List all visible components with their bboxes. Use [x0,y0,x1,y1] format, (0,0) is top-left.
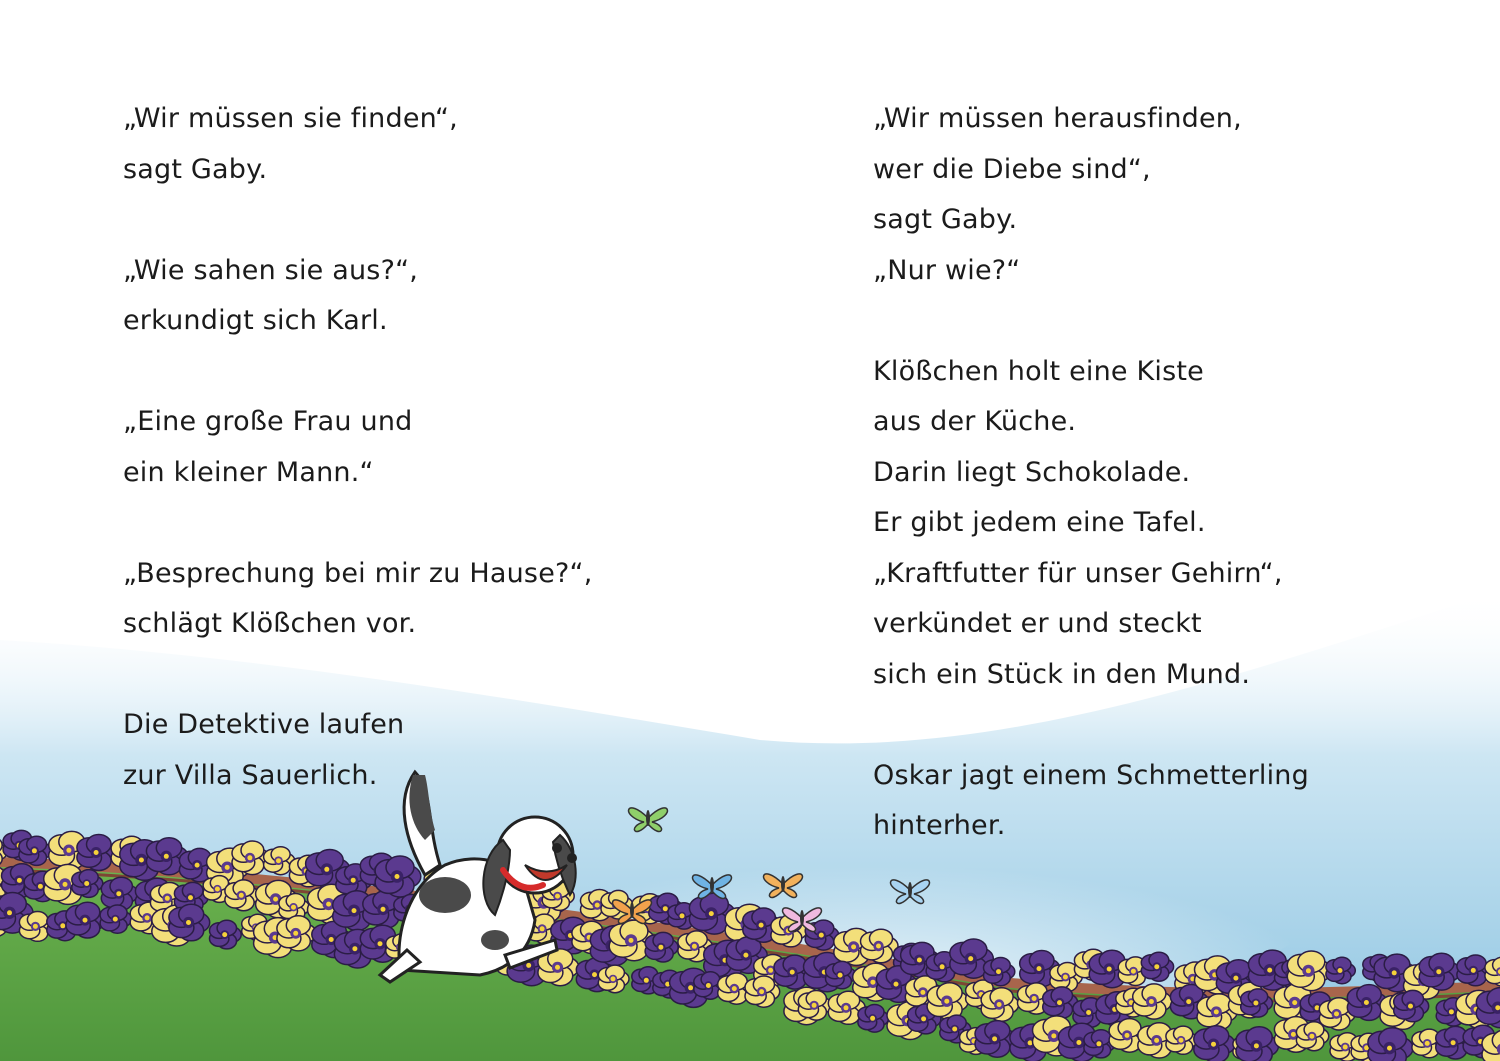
text-line: „Wir müssen herausfinden, [873,103,1242,134]
text-line: Oskar jagt einem Schmetterling [873,759,1309,791]
dog-nose [567,853,577,863]
text-line: „Wir müssen sie finden“, [123,103,458,134]
text-line: „Nur wie?“ [873,254,1021,286]
text-line: aus der Küche. [873,406,1077,437]
text-line [873,296,1309,347]
text-line: „Kraftfutter für unser Gehirn“, [873,557,1283,589]
text-line: sagt Gaby. [873,204,1018,235]
text-line: schlägt Klößchen vor. [123,608,417,639]
text-line [873,700,1309,751]
text-line: Klößchen holt eine Kiste [873,355,1204,387]
text-line: „Wie sahen sie aus?“, [123,254,419,286]
text-line: ein kleiner Mann.“ [123,456,374,488]
text-line: Die Detektive laufen [123,709,405,740]
text-line: sich ein Stück in den Mund. [873,658,1251,690]
pansy-flower [1326,957,1355,983]
text-line: erkundigt sich Karl. [123,305,388,336]
text-line [123,347,593,398]
text-line: sagt Gaby. [123,153,268,185]
text-line: zur Villa Sauerlich. [123,759,378,791]
text-line: wer die Diebe sind“, [873,153,1151,185]
text-line [123,195,593,246]
text-line: hinterher. [873,810,1006,841]
text-line: „Eine große Frau und [123,406,413,437]
text-line: verkündet er und steckt [873,608,1202,639]
text-line: Darin liegt Schokolade. [873,456,1191,488]
right-text-column [873,94,1309,852]
text-line: „Besprechung bei mir zu Hause?“, [123,557,593,589]
text-line: Er gibt jedem eine Tafel. [873,507,1206,538]
left-text-column [123,94,593,801]
text-line [123,650,593,701]
text-line [123,498,593,549]
